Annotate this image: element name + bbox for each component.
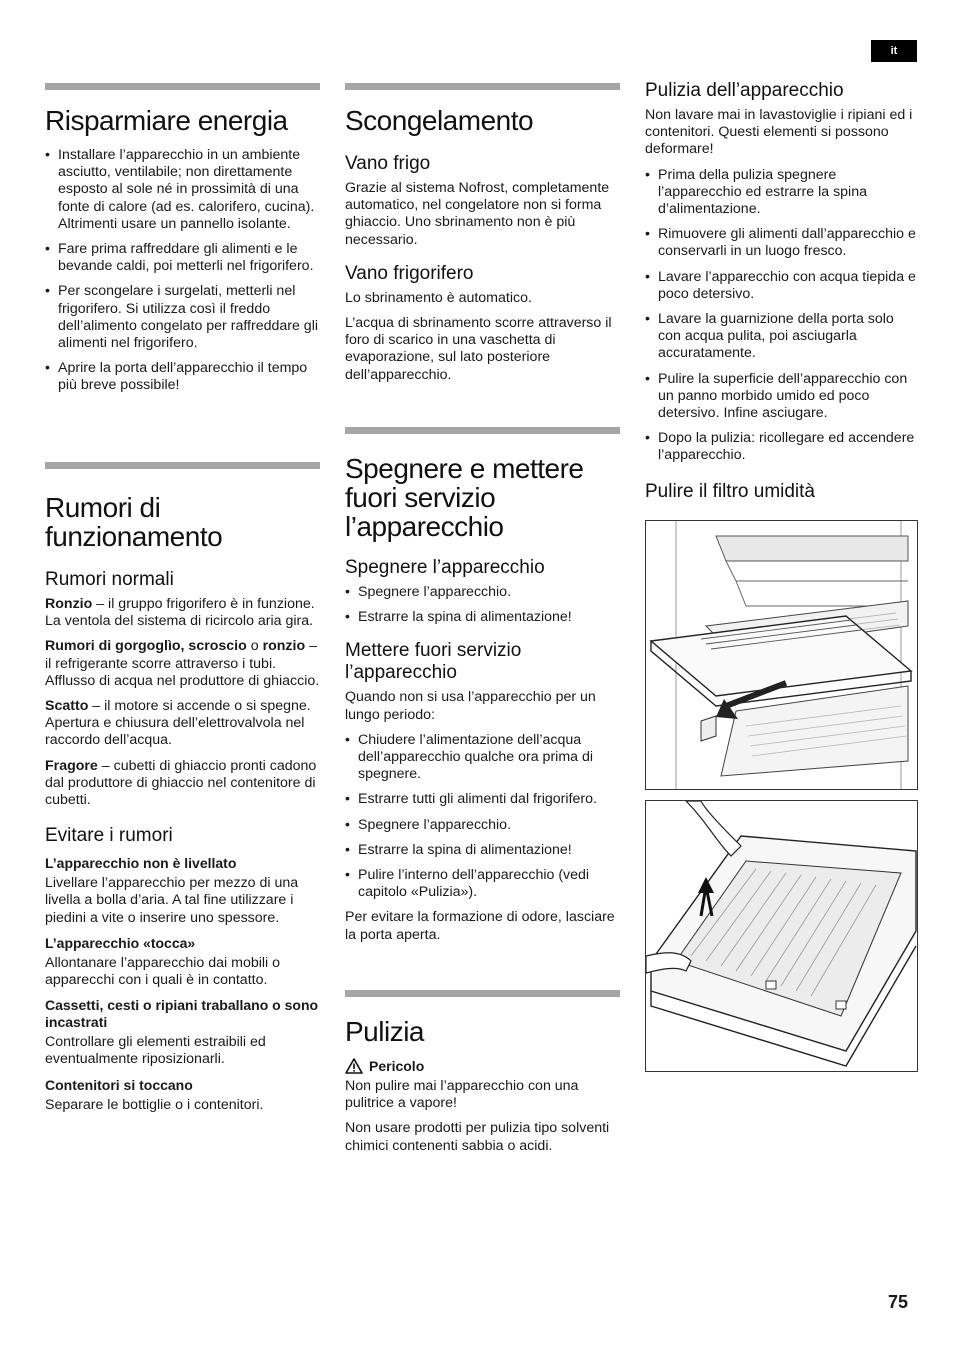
term: Scatto — [45, 698, 89, 715]
problem-solution: Separare le bottiglie o i contenitori. — [45, 1096, 264, 1113]
subheading-evitare-rumori: Evitare i rumori — [45, 825, 173, 847]
problem-solution: Controllare gli elementi estraibili ed eventualmente riposizionarli. — [45, 1034, 266, 1068]
list-item: • Pulire l’interno dell’apparecchio (vedi capitolo «Pulizia»). — [345, 867, 620, 901]
problem-heading: L’apparecchio non è livellato — [45, 855, 237, 872]
text: – il refrigerante scorre attraverso i tubi. Afflusso di acqua nel produttore di ghiaccio. — [45, 638, 320, 689]
text: o — [246, 638, 263, 655]
section-title: Risparmiare energia — [45, 105, 288, 136]
list-item: • Estrarre la spina di alimentazione! — [345, 842, 620, 859]
section-title: Scongelamento — [345, 105, 534, 136]
section-title: Rumori di funzionamento — [45, 492, 223, 552]
list-item: • Lavare l’apparecchio con acqua tiepida e poco detersivo. — [645, 269, 917, 303]
bullet-list — [345, 584, 620, 626]
list-item: • Chiudere l’alimentazione dell’acqua dell’apparecchio qualche ora prima di spegnere. — [345, 732, 620, 784]
list-item: • Per scongelare i surgelati, metterli nel frigorifero. Si utilizza così il freddo dell’alimento congelato per raffreddare gli alimenti nel frigorifero. — [45, 283, 320, 352]
paragraph: Non usare prodotti per pulizia tipo solventi chimici contenenti sabbia o acidi. — [345, 1120, 610, 1154]
problem-heading: L’apparecchio «tocca» — [45, 934, 196, 951]
list-item: • Rimuovere gli alimenti dall’apparecchio e conservarli in un luogo fresco. — [645, 226, 917, 260]
illustration-shelf-removal — [645, 520, 918, 790]
paragraph: Non pulire mai l’apparecchio con una pulitrice a vapore! — [345, 1078, 579, 1112]
bullet-list — [345, 732, 620, 902]
paragraph-gorgoglio — [45, 638, 320, 690]
subheading-rumori-normali: Rumori normali — [45, 569, 174, 590]
section-rule — [345, 427, 620, 434]
term: Rumori di gorgoglìo, scroscio — [45, 638, 247, 655]
subheading-fuori-servizio: Mettere fuori servizio l’apparecchio — [345, 640, 522, 684]
section-risparmiare-energia — [45, 83, 320, 403]
list-item: • Estrarre la spina di alimentazione! — [345, 609, 620, 626]
paragraph: Non lavare mai in lavastoviglie i ripiani ed i contenitori. Questi elementi si possono deformare! — [645, 107, 913, 158]
list-item: • Fare prima raffreddare gli alimenti e le bevande caldi, poi metterli nel frigorifero. — [45, 241, 320, 275]
section-scongelamento — [345, 83, 620, 392]
paragraph: Quando non si usa l’apparecchio per un lungo periodo: — [345, 689, 596, 723]
page-number: 75 — [887, 1292, 908, 1312]
section-title: Pulizia — [345, 1016, 424, 1047]
section-rule — [45, 83, 320, 90]
paragraph-scatto — [45, 698, 320, 750]
list-item: • Installare l’apparecchio in un ambiente asciutto, ventilabile; non direttamente esposto al sole né in prossimità di una fonte di calore (ad es. calorifero, cucina). Altrimenti usare un pannello isolante. — [45, 147, 320, 233]
text: – il gruppo frigorifero è in funzione. La ventola del sistema di ricircolo aria gira. — [45, 596, 315, 630]
term: ronzio — [262, 638, 306, 655]
problem-heading: Contenitori si toccano — [45, 1076, 193, 1093]
list-item: • Prima della pulizia spegnere l’apparecchio ed estrarre la spina d’alimentazione. — [645, 167, 917, 219]
section-spegnere — [345, 427, 620, 952]
section-rule — [45, 462, 320, 469]
list-item: • Spegnere l’apparecchio. — [345, 584, 620, 601]
subheading-filtro-umidita: Pulire il filtro umidità — [645, 480, 815, 502]
paragraph-ronzio — [45, 596, 320, 630]
list-item: • Dopo la pulizia: ricollegare ed accendere l’apparecchio. — [645, 430, 917, 464]
section-pulizia — [345, 990, 620, 1163]
bullet-list — [45, 147, 320, 395]
list-item: • Lavare la guarnizione della porta solo con acqua pulita, poi asciugarla accuratamente. — [645, 311, 917, 363]
subheading-spegnere: Spegnere l’apparecchio — [345, 557, 545, 578]
section-rule — [345, 990, 620, 997]
list-item: • Estrarre tutti gli alimenti dal frigorifero. — [345, 791, 620, 808]
subheading-vano-frigorifero: Vano frigorifero — [345, 262, 474, 284]
problem-heading: Cassetti, cesti o ripiani traballano o sono incastrati — [45, 997, 319, 1031]
illustration-filter-removal — [645, 800, 918, 1072]
subheading-vano-frigo: Vano frigo — [345, 153, 431, 174]
section-title: Spegnere e mettere fuori servizio l’apparecchio — [345, 453, 584, 542]
text: – il motore si accende o si spegne. Apertura e chiusura dell’elettrovalvola nel raccordo dell’acqua. — [45, 698, 311, 749]
subheading-pulizia-apparecchio: Pulizia dell’apparecchio — [645, 80, 844, 101]
warning-line — [345, 1058, 620, 1074]
paragraph-fragore — [45, 758, 320, 810]
list-item: • Spegnere l’apparecchio. — [345, 817, 620, 834]
section-rule — [345, 83, 620, 90]
language-tag: it — [871, 40, 917, 62]
paragraph: Grazie al sistema Nofrost, completamente automatico, nel congelatore non si forma ghiaccio. Uno sbrinamento non è più necessario. — [345, 180, 610, 248]
list-item: • Pulire la superficie dell’apparecchio con un panno morbido umido ed poco detersivo. Infine asciugare. — [645, 371, 917, 423]
term: Fragore — [45, 757, 98, 774]
problem-solution: Livellare l’apparecchio per mezzo di una livella a bolla d’aria. A tal fine utilizzare i piedini a vite o inserire uno spessore. — [45, 875, 299, 926]
list-item: • Aprire la porta dell’apparecchio il tempo più breve possibile! — [45, 360, 320, 394]
paragraph: L’acqua di sbrinamento scorre attraverso il foro di scarico in una vaschetta di evaporazione, sul lato posteriore dell’apparecchio. — [345, 315, 612, 383]
section-pulizia-apparecchio — [645, 80, 917, 508]
section-rumori — [45, 462, 320, 1122]
filter-removal-drawing — [646, 801, 917, 1071]
bullet-list — [645, 167, 917, 465]
warning-icon — [345, 1058, 363, 1074]
paragraph: Per evitare la formazione di odore, lasciare la porta aperta. — [345, 909, 615, 943]
paragraph: Lo sbrinamento è automatico. — [345, 289, 532, 306]
term: Ronzio — [45, 596, 93, 612]
problem-solution: Allontanare l’apparecchio dai mobili o apparecchi con i quali è in contatto. — [45, 954, 281, 989]
warning-label: Pericolo — [369, 1058, 425, 1074]
shelf-removal-drawing — [646, 521, 917, 789]
text: – cubetti di ghiaccio pronti cadono dal produttore di ghiaccio nel contenitore di cubetti. — [45, 757, 317, 809]
